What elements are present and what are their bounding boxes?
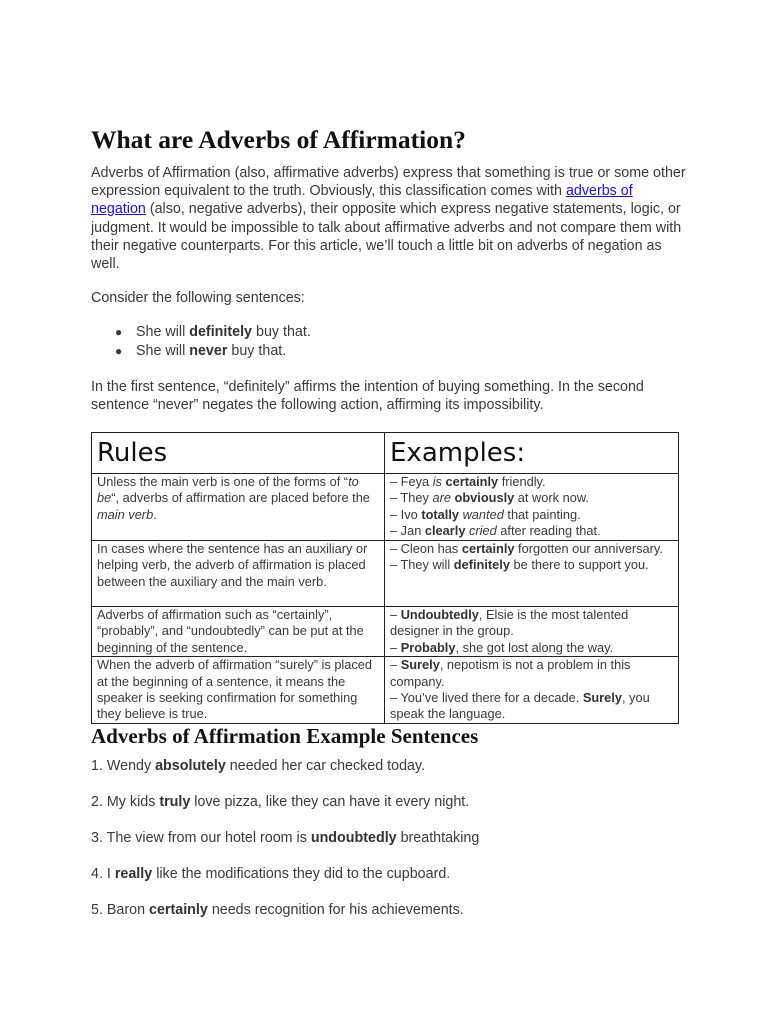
examples-cell: – Feya is certainly friendly. – They are obviously at work now. – Ivo totally wanted that painting. – Jan clearly cried after reading that. (385, 474, 679, 541)
page-title: What are Adverbs of Affirmation? (91, 125, 466, 154)
explanation-paragraph: In the first sentence, “definitely” affirms the intention of buying something. In the second sentence “never” negates the following action, affirming its impossibility. (91, 379, 644, 414)
table-row (92, 474, 679, 541)
rule-cell: When the adverb of affirmation “surely” is placed at the beginning of a sentence, it means the speaker is seeking confirmation for something they believe is true. (92, 657, 385, 724)
example-sentence: 3. The view from our hotel room is undoubtedly breathtaking (91, 830, 480, 846)
adverbs-of-negation-link[interactable]: adverbs of negation (91, 183, 633, 218)
intro-paragraph (91, 164, 691, 273)
intro-text-1: Adverbs of Affirmation (also, affirmative adverbs) express that something is true or some other expression equivalent to the truth. Obviously, this classification comes with (91, 165, 686, 200)
list-item: ● She will never buy that. (115, 343, 287, 359)
rule-cell: Adverbs of affirmation such as “certainly”, “probably”, and “undoubtedly” can be put at the beginning of the sentence. (92, 607, 385, 657)
example-sentence: 1. Wendy absolutely needed her car checked today. (91, 758, 426, 774)
table-header-row (92, 433, 679, 474)
rules-header: Rules (92, 433, 385, 474)
example-bullet-list (91, 323, 491, 361)
table-row (92, 607, 679, 657)
consider-paragraph: Consider the following sentences: (91, 290, 305, 306)
example-sentence: 4. I really like the modifications they did to the cupboard. (91, 866, 451, 882)
rule-cell: In cases where the sentence has an auxiliary or helping verb, the adverb of affirmation is placed between the auxiliary and the main verb. (92, 541, 385, 607)
table-row (92, 541, 679, 607)
examples-section-title: Adverbs of Affirmation Example Sentences (91, 724, 479, 748)
intro-text-2: (also, negative adverbs), their opposite which express negative statements, logic, or judgment. It would be impossible to talk about affirmative adverbs and not compare them with their negative counterparts. For this article, we’ll touch a little bit on adverbs of negation as well. (91, 201, 682, 273)
examples-cell: – Undoubtedly, Elsie is the most talented designer in the group. – Probably, she got lost along the way. (385, 607, 679, 657)
examples-cell: – Cleon has certainly forgotten our anniversary. – They will definitely be there to support you. (385, 541, 679, 607)
bullet-icon: ● (115, 325, 123, 339)
example-sentence: 5. Baron certainly needs recognition for his achievements. (91, 902, 464, 918)
example-sentence: 2. My kids truly love pizza, like they can have it every night. (91, 794, 470, 810)
rule-cell: Unless the main verb is one of the forms of “to be“, adverbs of affirmation are placed before the main verb. (92, 474, 385, 541)
examples-header: Examples: (385, 433, 679, 474)
examples-cell: – Surely, nepotism is not a problem in this company. – You’ve lived there for a decade. Surely, you speak the language. (385, 657, 679, 724)
list-item: ● She will definitely buy that. (115, 324, 311, 340)
rules-table (91, 432, 679, 724)
table-row (92, 657, 679, 724)
bullet-icon: ● (115, 344, 123, 358)
